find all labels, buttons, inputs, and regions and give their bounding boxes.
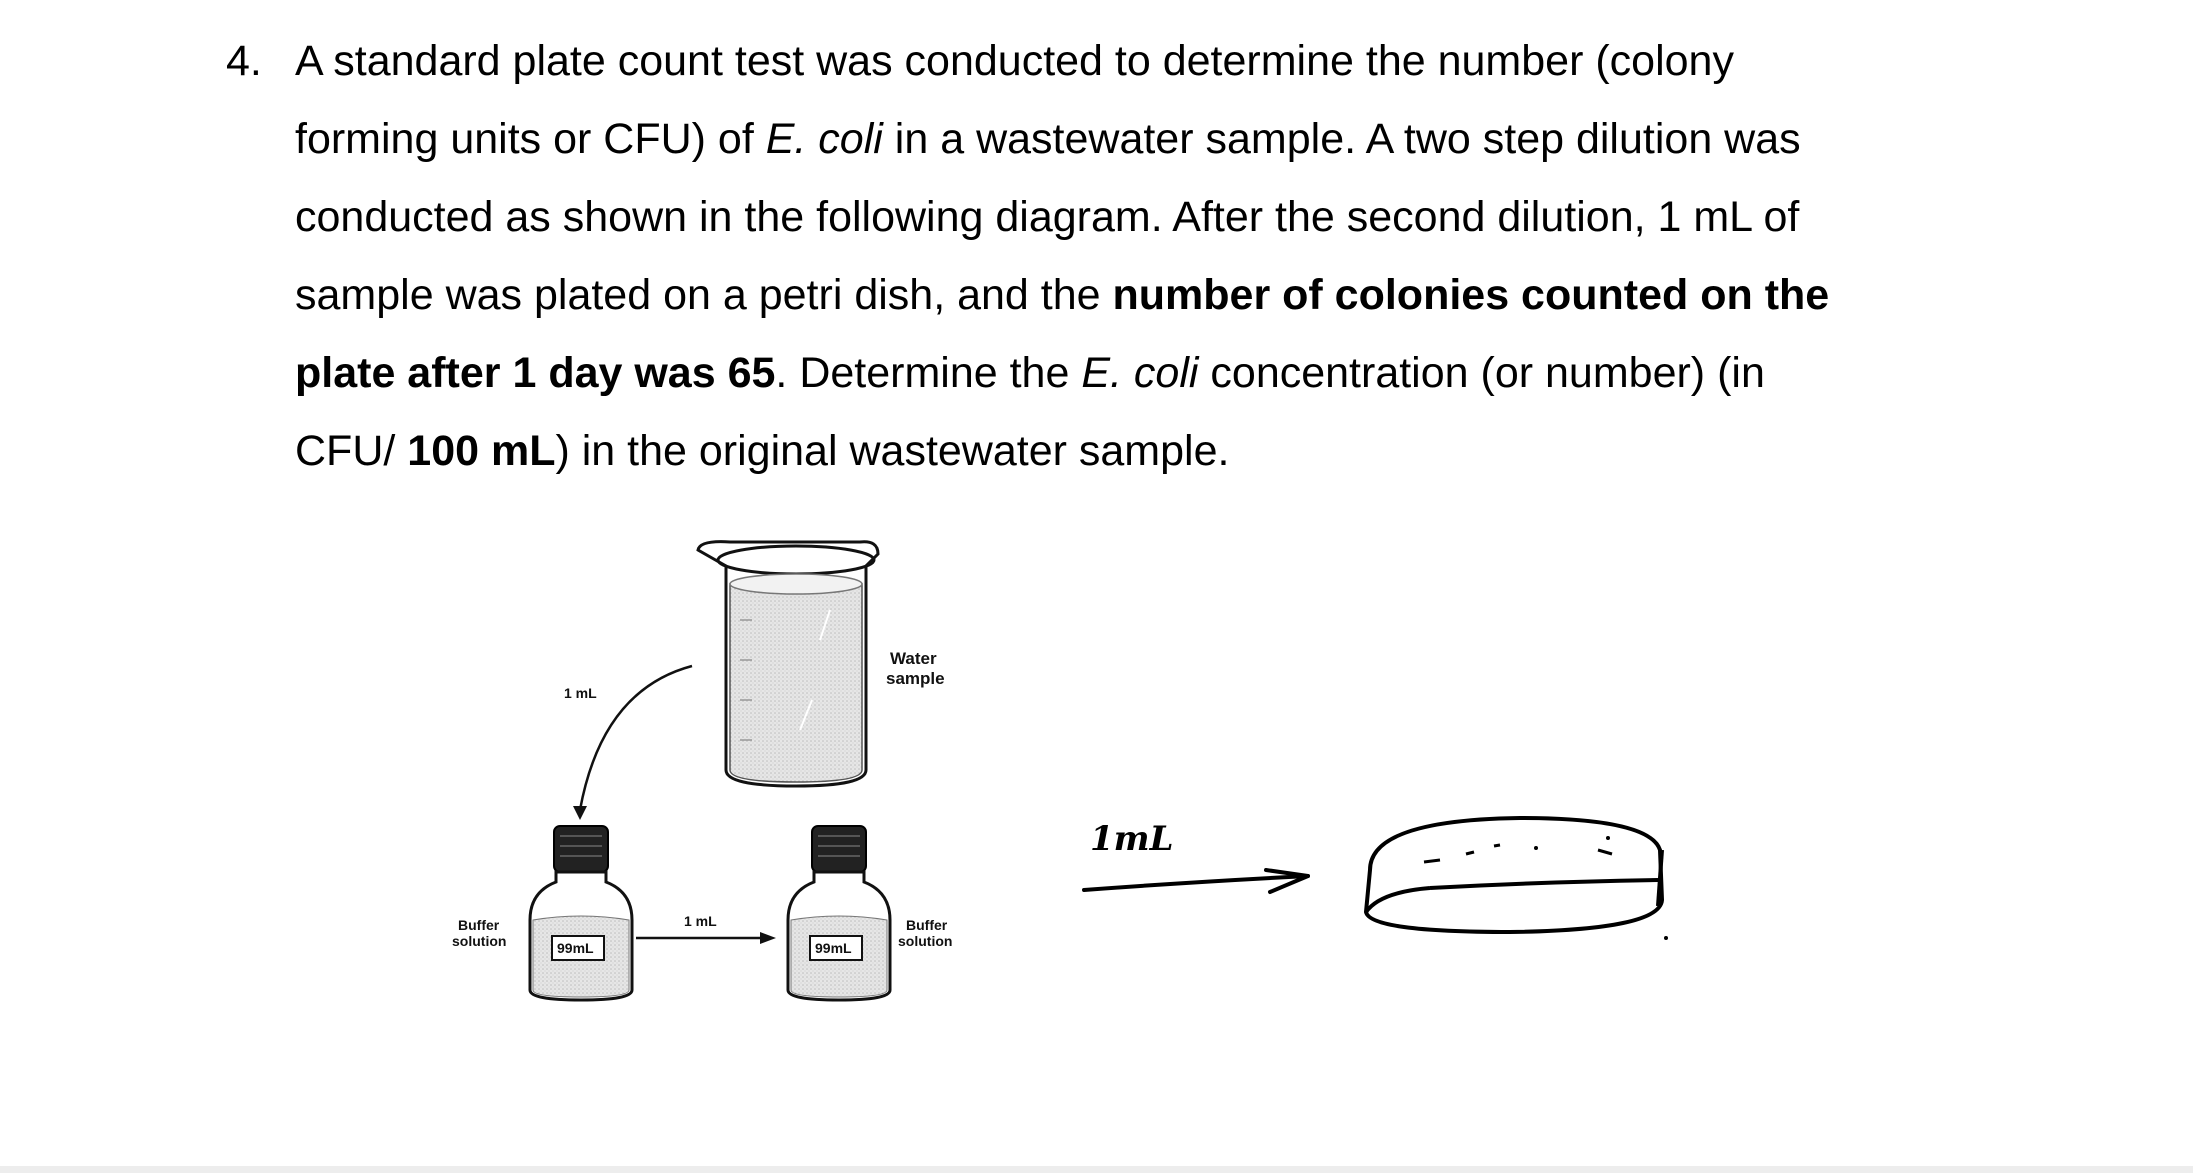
question-line <box>295 334 1975 412</box>
buffer-bottle-1 <box>530 826 632 1000</box>
bottle-1-volume: 99mL <box>557 940 594 956</box>
text-segment: conducted as shown in the following diagram. After the second dilution, 1 mL of <box>295 193 1800 241</box>
petri-dish-sketch <box>1366 818 1668 940</box>
bold-text: number of colonies counted on the <box>1112 271 1830 319</box>
question-line <box>295 22 1975 100</box>
bold-text: 100 mL <box>407 427 556 475</box>
water-sample-label-1: Water <box>890 649 937 668</box>
bold-text: plate after 1 day was 65 <box>295 349 776 397</box>
buffer-bottle-2 <box>788 826 890 1000</box>
text-segment: forming units or CFU) of <box>295 115 766 163</box>
text-segment: CFU/ <box>295 427 408 475</box>
italic-text: E. coli <box>765 115 883 163</box>
question-text <box>295 22 1975 490</box>
text-segment: concentration (or number) (in <box>1198 349 1765 397</box>
buffer-left-label-1: Buffer <box>458 917 500 933</box>
question-line <box>295 412 1975 490</box>
transfer-arrow-2 <box>636 932 776 944</box>
text-segment: A standard plate count test was conducted to determine the number (colony <box>295 37 1734 85</box>
text-segment: ) in the original wastewater sample. <box>555 427 1230 475</box>
question-line <box>295 256 1975 334</box>
question-number: 4. <box>226 37 262 85</box>
page-bottom-edge <box>0 1166 2193 1173</box>
question-line <box>295 178 1975 256</box>
text-segment: sample was plated on a petri dish, and the <box>295 271 1113 319</box>
buffer-right-label-1: Buffer <box>906 917 948 933</box>
beaker-water-sample <box>698 542 878 786</box>
handwritten-1ml-label: 1mL <box>1090 819 1174 859</box>
dilution-diagram-svg <box>430 520 1730 1020</box>
transfer-2-label: 1 mL <box>684 913 717 929</box>
question-line <box>295 100 1975 178</box>
buffer-right-label-2: solution <box>898 933 953 949</box>
buffer-left-label-2: solution <box>452 933 507 949</box>
dilution-diagram <box>430 520 1730 1020</box>
handwritten-arrow <box>1084 870 1308 892</box>
water-sample-label-2: sample <box>886 669 945 688</box>
italic-text: E. coli <box>1081 349 1199 397</box>
bottle-2-volume: 99mL <box>815 940 852 956</box>
transfer-1-label: 1 mL <box>564 685 597 701</box>
text-segment: in a wastewater sample. A two step dilution was <box>882 115 1801 163</box>
text-segment: . Determine the <box>775 349 1082 397</box>
